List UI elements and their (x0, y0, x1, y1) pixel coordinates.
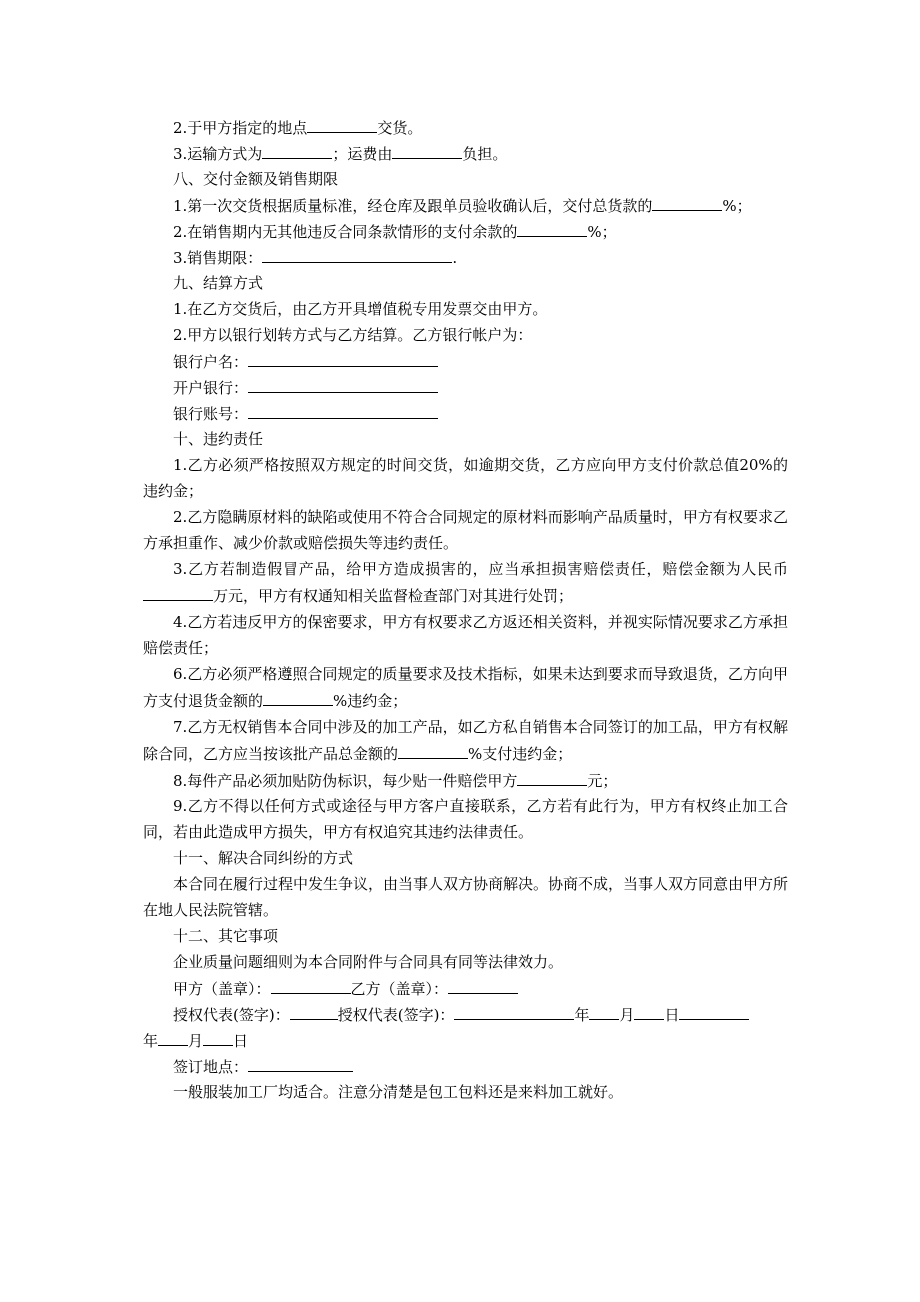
blank-field (248, 400, 438, 419)
clause-confidentiality: 4.乙方若违反甲方的保密要求，甲方有权要求乙方返还相关资料，并视实际情况要求乙方承担赔偿责任； (143, 613, 788, 657)
blank-field (517, 218, 587, 237)
clause-bank-transfer: 2.甲方以银行划转方式与乙方结算。乙方银行帐户为： (173, 326, 533, 344)
signature-row: 授权代表(签字)： 授权代表(签字)： 年 月 日 (143, 1001, 788, 1027)
section-heading-10: 十、违约责任 (173, 430, 264, 448)
blank-field (262, 244, 452, 263)
blank-field (158, 1027, 188, 1046)
contract-body (143, 114, 788, 1105)
blank-field (392, 140, 462, 159)
clause-first-payment: 1.第一次交货根据质量标准，经仓库及跟单员验收确认后，交付总货款的 %； (143, 192, 788, 218)
clause-material-defect: 2.乙方隐瞒原材料的缺陷或使用不符合合同规定的原材料而影响产品质量时，甲方有权要求乙方承担重作、减少价款或赔偿损失等违约责任。 (143, 508, 788, 552)
blank-field (248, 1053, 353, 1072)
blank-field (290, 1001, 338, 1020)
date-row: 年 月 日 (143, 1027, 788, 1053)
clause-no-direct-contact: 9.乙方不得以任何方式或途径与甲方客户直接联系，乙方若有此行为，甲方有权终止加工合同，若由此造成甲方损失，甲方有权追究其违约法律责任。 (143, 797, 788, 841)
blank-field (262, 140, 332, 159)
blank-field (143, 582, 213, 601)
clause-anti-counterfeit-label: 8.每件产品必须加贴防伪标识，每少贴一件赔偿甲方 元； (143, 767, 788, 793)
blank-field (248, 348, 438, 367)
blank-field (634, 1001, 664, 1020)
clause-quality-appendix: 企业质量问题细则为本合同附件与合同具有同等法律效力。 (173, 953, 564, 971)
blank-field (679, 1001, 749, 1020)
section-heading-9: 九、结算方式 (173, 274, 264, 292)
clause-dispute: 本合同在履行过程中发生争议，由当事人双方协商解决。协商不成，当事人双方同意由甲方所在地人民法院管辖。 (143, 875, 789, 919)
clause-balance-payment: 2.在销售期内无其他违反合同条款情形的支付余款的 %； (143, 218, 788, 244)
section-heading-11: 十一、解决合同纠纷的方式 (173, 849, 354, 867)
clause-sales-period: 3.销售期限： . (143, 244, 788, 270)
blank-field (398, 740, 468, 759)
bank-account-row: 银行账号： (143, 400, 788, 426)
section-heading-12: 十二、其它事项 (173, 927, 279, 945)
clause-unauthorized-sale: 7.乙方无权销售本合同中涉及的加工产品，如乙方私自销售本合同签订的加工品，甲方有权解除合同，乙方应当按该批产品总金额的 %支付违约金； (143, 718, 788, 763)
clause-late-delivery: 1.乙方必须严格按照双方规定的时间交货，如逾期交货，乙方应向甲方支付价款总值20%的违约金； (143, 456, 788, 500)
seal-row: 甲方（盖章）： 乙方（盖章）： (143, 975, 788, 1001)
bank-open-row: 开户银行： (143, 374, 788, 400)
section-heading-8: 八、交付金额及销售期限 (173, 170, 339, 188)
clause-invoice: 1.在乙方交货后，由乙方开具增值税专用发票交由甲方。 (173, 300, 548, 318)
blank-field (454, 1001, 574, 1020)
clause-quality-return: 6.乙方必须严格遵照合同规定的质量要求及技术指标，如果未达到要求而导致退货，乙方向甲方支付退货金额的 %违约金； (143, 665, 788, 710)
bank-name-row: 银行户名： (143, 348, 788, 374)
signing-place-row: 签订地点： (143, 1053, 788, 1079)
blank-field (517, 767, 587, 786)
blank-field (589, 1001, 619, 1020)
clause-counterfeit: 3.乙方若制造假冒产品，给甲方造成损害的，应当承担损害赔偿责任，赔偿金额为人民币万元，甲方有权通知相关监督检查部门对其进行处罚； (143, 556, 788, 609)
blank-field (203, 1027, 233, 1046)
blank-field (263, 687, 333, 706)
blank-field (448, 975, 518, 994)
clause-transport: 3.运输方式为 ；运费由 负担。 (143, 140, 788, 166)
blank-field (307, 114, 377, 133)
blank-field (248, 374, 438, 393)
clause-delivery-place: 2.于甲方指定的地点 交货。 (143, 114, 788, 140)
blank-field (271, 975, 351, 994)
blank-field (652, 192, 722, 211)
closing-note: 一般服装加工厂均适合。注意分清楚是包工包料还是来料加工就好。 (173, 1083, 624, 1101)
